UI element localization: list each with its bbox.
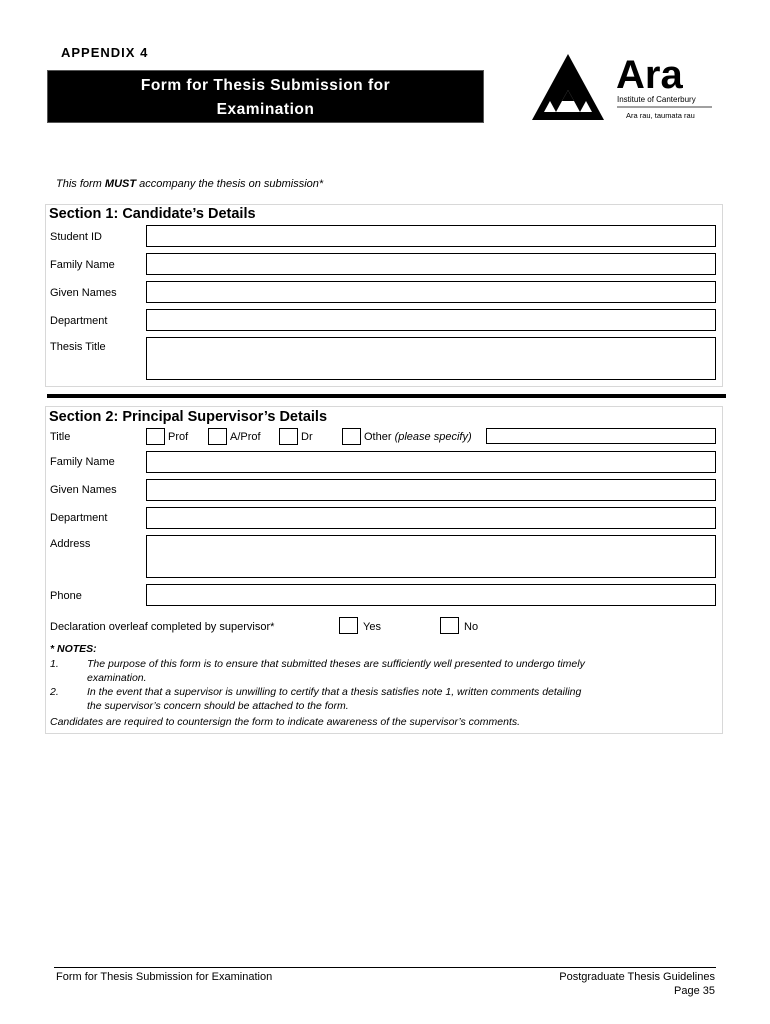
declaration-label: Declaration overleaf completed by supervisor* — [50, 621, 275, 633]
candidate-department-input[interactable] — [146, 309, 716, 331]
thesis-title-label: Thesis Title — [50, 341, 106, 353]
title-other-hint: (please specify) — [394, 431, 472, 443]
footer-guidelines: Postgraduate Thesis Guidelines — [559, 971, 715, 983]
title-dr-label: Dr — [301, 431, 313, 443]
title-aprof-label: A/Prof — [230, 431, 261, 443]
notes-heading: * NOTES: — [50, 643, 97, 655]
footer-rule — [54, 967, 716, 968]
candidate-family-name-input[interactable] — [146, 253, 716, 275]
supervisor-address-input[interactable] — [146, 535, 716, 578]
title-other-checkbox[interactable] — [342, 428, 361, 445]
notes-closing: Candidates are required to countersign the form to indicate awareness of the supervisor’s comments. — [50, 716, 521, 728]
declaration-no-checkbox[interactable] — [440, 617, 459, 634]
declaration-yes-label: Yes — [363, 621, 381, 633]
title-dr-checkbox[interactable] — [279, 428, 298, 445]
appendix-label: APPENDIX 4 — [61, 45, 149, 60]
supervisor-department-label: Department — [50, 512, 108, 524]
ara-logo — [530, 50, 720, 126]
intro-text — [56, 178, 323, 190]
student-id-input[interactable] — [146, 225, 716, 247]
ara-triangle-icon — [532, 54, 604, 120]
intro-prefix: This form — [56, 178, 105, 190]
candidate-department-label: Department — [50, 315, 108, 327]
title-prof-checkbox[interactable] — [146, 428, 165, 445]
intro-suffix: accompany the thesis on submission* — [136, 178, 324, 190]
supervisor-phone-input[interactable] — [146, 584, 716, 606]
note-2-number: 2. — [50, 686, 59, 698]
intro-emphasis: MUST — [104, 178, 137, 190]
section1-title: Section 1: Candidate’s Details — [49, 206, 256, 222]
title-aprof-checkbox[interactable] — [208, 428, 227, 445]
footer-page-number: Page 35 — [674, 985, 715, 997]
supervisor-title-label: Title — [50, 431, 71, 443]
form-title-line1: Form for Thesis Submission for — [140, 77, 391, 94]
candidate-family-name-label: Family Name — [50, 259, 115, 271]
form-title — [47, 70, 484, 123]
form-title-line2: Examination — [216, 101, 315, 118]
note-2-text — [87, 685, 581, 713]
logo-subtitle: Institute of Canterbury — [617, 95, 696, 104]
footer-left: Form for Thesis Submission for Examination — [56, 971, 273, 983]
thesis-title-input[interactable] — [146, 337, 716, 380]
note-1-line1: The purpose of this form is to ensure that submitted theses are sufficiently well presented to undergo timely — [87, 658, 585, 670]
note-1-line2: examination. — [87, 672, 147, 684]
title-prof-label: Prof — [168, 431, 189, 443]
section2-title: Section 2: Principal Supervisor’s Details — [49, 409, 328, 425]
supervisor-family-name-label: Family Name — [50, 456, 115, 468]
supervisor-phone-label: Phone — [50, 590, 82, 602]
candidate-given-names-label: Given Names — [50, 287, 117, 299]
logo-tagline: Ara rau, taumata rau — [626, 111, 695, 120]
supervisor-given-names-label: Given Names — [50, 484, 117, 496]
student-id-label: Student ID — [50, 231, 102, 243]
footer-right — [559, 971, 715, 997]
title-other-text: Other — [364, 431, 392, 443]
note-2-line2: the supervisor’s concern should be attached to the form. — [87, 700, 349, 712]
note-1-text — [87, 657, 585, 685]
logo-name: Ara — [616, 53, 683, 97]
note-2-line1: In the event that a supervisor is unwilling to certify that a thesis satisfies note 1, written comments detailing — [87, 686, 582, 698]
section-divider — [47, 394, 726, 398]
candidate-given-names-input[interactable] — [146, 281, 716, 303]
title-other-input[interactable] — [486, 428, 716, 444]
supervisor-family-name-input[interactable] — [146, 451, 716, 473]
supervisor-given-names-input[interactable] — [146, 479, 716, 501]
declaration-yes-checkbox[interactable] — [339, 617, 358, 634]
title-other-label — [364, 431, 472, 443]
note-1-number: 1. — [50, 658, 59, 670]
declaration-no-label: No — [464, 621, 479, 633]
supervisor-address-label: Address — [50, 538, 91, 550]
supervisor-department-input[interactable] — [146, 507, 716, 529]
